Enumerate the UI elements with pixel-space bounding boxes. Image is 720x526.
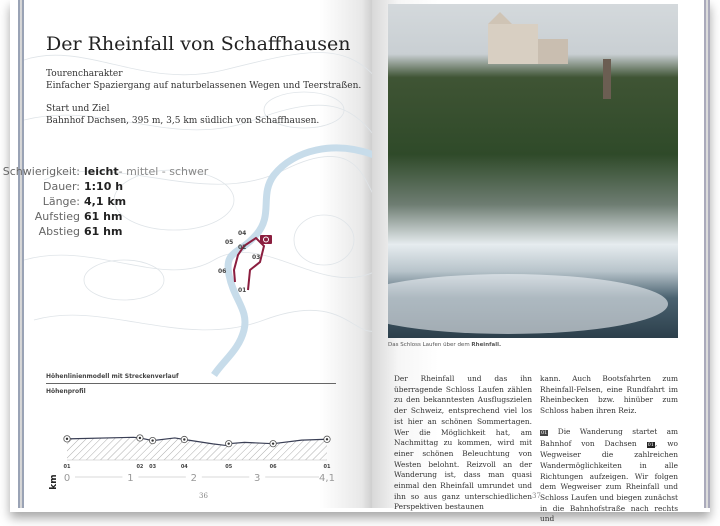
waypoint-dot	[66, 438, 68, 440]
start-heading: Start und Ziel	[46, 104, 110, 114]
descent-value: 61 hm	[84, 225, 123, 238]
duration-value: 1:10 h	[84, 180, 124, 193]
waypoint-label: 03	[252, 254, 261, 261]
x-tick-label: 2	[190, 473, 198, 484]
divider	[46, 383, 336, 384]
elevation-profile-chart	[44, 410, 344, 495]
difficulty-label: Schwierigkeit:	[2, 165, 80, 178]
waypoint-tick-label: 03	[149, 464, 157, 470]
photo-caption: Das Schloss Laufen über dem Rheinfall.	[388, 342, 502, 348]
tour-stats	[0, 164, 208, 239]
waypoint-tick-label: 04	[180, 464, 188, 470]
length-label: Länge:	[42, 195, 80, 208]
difficulty-options: - mittel - schwer	[118, 165, 209, 178]
waypoint-dot	[183, 438, 185, 440]
difficulty-value: leicht	[84, 165, 119, 178]
left-page	[2, 0, 372, 508]
tour-text: Einfacher Spaziergang auf naturbelassenen Wegen und Teerstraßen.	[46, 81, 362, 91]
x-tick-label: 4,1	[319, 473, 335, 484]
right-page	[372, 0, 710, 524]
profile-area	[67, 437, 327, 460]
waypoint-dot	[139, 437, 141, 439]
open-book	[2, 0, 710, 524]
text-column-1: Der Rheinfall und das ihn überragende Schloss Laufen zählen zu den bekanntesten Ausflugszielen der Schweiz, entsprechend viel los ist hier an schönen Sommertagen. Wer die Möglichkeit hat, am Nachmittag zu kommen, wird mit einer schönen Beleuchtung von Westen belohnt. Reizvoll an der Wanderung ist, dass man quasi einmal den Rheinfall umrundet und ihn so aus ganz unterschiedlichen Perspektiven bestaunen	[394, 374, 532, 512]
ascent-value: 61 hm	[84, 210, 123, 223]
length-value: 4,1 km	[84, 195, 127, 208]
waypoint-tick-label: 05	[225, 464, 233, 470]
x-axis-label: km	[49, 474, 59, 490]
waypoint-tick-label: 06	[269, 464, 277, 470]
map-caption: Höhenlinienmodell mit Streckenverlauf	[46, 373, 179, 380]
tour-heading: Tourencharakter	[46, 69, 123, 79]
rheinfall-photo	[388, 4, 678, 338]
waypoint-marker: 01	[541, 429, 548, 436]
paragraph: 01 Die Wanderung startet am Bahnhof von Dachsen 01, wo Wegweiser die zahlreichen Wandermöglichkeiten in alle Richtungen aufzeigen. Wir folgen dem Wegweiser zum Rheinfall und Schloss Laufen und biegen zunächst in die Bahnhofstraße nach rechts und	[540, 426, 678, 524]
waypoint-tick-label: 01	[323, 464, 331, 470]
waypoint-label: 06	[218, 268, 227, 275]
waypoint-dot	[228, 442, 230, 444]
profile-caption: Höhenprofil	[46, 388, 86, 395]
waypoint-label: 02	[238, 244, 247, 251]
waypoint-label: 01	[238, 287, 247, 294]
waypoint-marker: 01	[647, 441, 654, 448]
page-title: Der Rheinfall von Schaffhausen	[46, 33, 351, 55]
duration-label: Dauer:	[43, 180, 80, 193]
waypoint-dot	[326, 438, 328, 440]
paragraph: kann. Auch Bootsfahrten zum Rheinfall-Felsen, eine Rundfahrt im Rheinbecken bzw. hinüber zum Schloss haben ihren Reiz.	[540, 374, 678, 416]
waypoint-label: 05	[225, 239, 234, 246]
start-text: Bahnhof Dachsen, 395 m, 3,5 km südlich von Schaffhausen.	[46, 116, 320, 126]
castle-illustration	[388, 4, 678, 338]
waypoint-label: 04	[238, 230, 247, 237]
x-tick-label: 0	[63, 473, 71, 484]
waypoint-tick-label: 01	[63, 464, 71, 470]
page-number: 36	[199, 492, 208, 500]
page-number: 37	[532, 492, 541, 500]
text-column-2	[540, 374, 678, 525]
camera-icon	[260, 235, 272, 244]
descent-label: Abstieg	[38, 225, 80, 238]
x-tick-label: 3	[254, 473, 261, 484]
waypoint-dot	[151, 439, 153, 441]
x-tick-label: 1	[127, 473, 134, 484]
river	[214, 148, 374, 375]
waypoint-tick-label: 02	[136, 464, 144, 470]
ascent-label: Aufstieg	[34, 210, 80, 223]
waypoint-dot	[272, 442, 274, 444]
